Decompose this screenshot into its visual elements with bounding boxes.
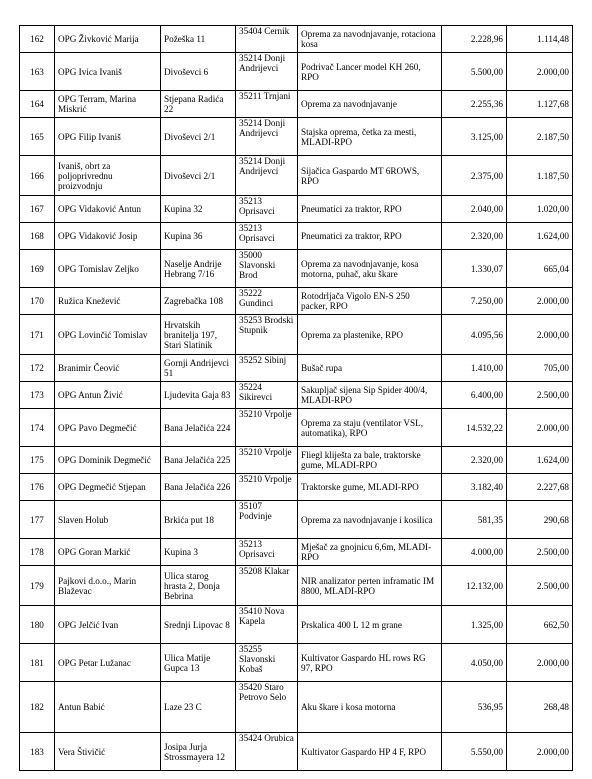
postal-location: 35213 Oprisavci [236,196,298,223]
beneficiaries-table [19,25,573,771]
applicant-name: OPG Vidaković Antun [55,196,161,223]
row-number: 180 [20,606,55,644]
investment-amount: 1.330,07 [442,250,507,288]
support-amount: 1.624,00 [507,447,573,474]
postal-location: 35214 Donji Andrijevci [236,53,298,91]
investment-amount: 5.500,00 [442,53,507,91]
investment-amount: 12.132,00 [442,566,507,606]
postal-location: 35213 Oprisavci [236,223,298,250]
row-number: 169 [20,250,55,288]
address: Josipa Jurja Strossmayera 12 [161,733,236,771]
address: Laze 23 C [161,682,236,733]
applicant-name: OPG Živković Marija [55,26,161,53]
investment-amount: 6.400,00 [442,382,507,409]
applicant-name: OPG Jelčić Ivan [55,606,161,644]
table-row [20,355,573,382]
support-amount: 2.187,50 [507,118,573,156]
applicant-name: Slaven Holub [55,501,161,539]
purchase-purpose: Kultivator Gaspardo HL rows RG 97, RPO [298,644,442,682]
row-number: 174 [20,409,55,447]
table-row [20,156,573,196]
table-row [20,382,573,409]
investment-amount: 2.375,00 [442,156,507,196]
applicant-name: OPG Tomislav Zeljko [55,250,161,288]
row-number: 181 [20,644,55,682]
purchase-purpose: Traktorske gume, MLADI-RPO [298,474,442,501]
table-row [20,644,573,682]
applicant-name: OPG Degmečić Stjepan [55,474,161,501]
address: Kupina 36 [161,223,236,250]
purchase-purpose: Oprema za navodnjavanje, kosa motorna, puhač, aku škare [298,250,442,288]
purchase-purpose: Sakupljač sijena Sip Spider 400/4, MLADI-RPO [298,382,442,409]
table-row [20,409,573,447]
purchase-purpose: Pneumatici za traktor, RPO [298,196,442,223]
address: Ulica starog hrasta 2, Donja Bebrina [161,566,236,606]
purchase-purpose: Mješač za gnojnicu 6,6m, MLADI-RPO [298,539,442,566]
address: Stjepana Radića 22 [161,91,236,118]
purchase-purpose: Prskalica 400 L 12 m grane [298,606,442,644]
investment-amount: 3.125,00 [442,118,507,156]
support-amount: 1.187,50 [507,156,573,196]
investment-amount: 4.095,56 [442,315,507,355]
support-amount: 665,04 [507,250,573,288]
postal-location: 35210 Vrpolje [236,447,298,474]
table-row [20,566,573,606]
table-row [20,447,573,474]
table-row [20,196,573,223]
investment-amount: 14.532,22 [442,409,507,447]
table-row [20,91,573,118]
postal-location: 35213 Oprisavci [236,539,298,566]
table-row [20,539,573,566]
purchase-purpose: Oprema za plastenike, RPO [298,315,442,355]
investment-amount: 2.255,36 [442,91,507,118]
purchase-purpose: Sijačica Gaspardo MT 6ROWS, RPO [298,156,442,196]
support-amount: 2.000,00 [507,288,573,315]
applicant-name: OPG Vidaković Josip [55,223,161,250]
support-amount: 1.624,00 [507,223,573,250]
row-number: 173 [20,382,55,409]
applicant-name: Ivaniš, obrt za poljoprivrednu proizvodnju [55,156,161,196]
support-amount: 2.000,00 [507,733,573,771]
support-amount: 268,48 [507,682,573,733]
table-row [20,733,573,771]
purchase-purpose: Oprema za navodnjavanje i kosilica [298,501,442,539]
investment-amount: 581,35 [442,501,507,539]
address: Ulica Matije Gupca 13 [161,644,236,682]
address: Divoševci 2/1 [161,118,236,156]
address: Bana Jelačića 225 [161,447,236,474]
purchase-purpose: Pneumatici za traktor, RPO [298,223,442,250]
postal-location: 35255 Slavonski Kobaš [236,644,298,682]
support-amount: 662,50 [507,606,573,644]
investment-amount: 1.325,00 [442,606,507,644]
applicant-name: Vera Štivičić [55,733,161,771]
support-amount: 2.500,00 [507,566,573,606]
postal-location: 35404 Cernik [236,26,298,53]
row-number: 166 [20,156,55,196]
row-number: 170 [20,288,55,315]
purchase-purpose: Aku škare i kosa motorna [298,682,442,733]
table-row [20,606,573,644]
support-amount: 2.000,00 [507,644,573,682]
applicant-name: OPG Terram, Marina Miskrić [55,91,161,118]
applicant-name: OPG Filip Ivaniš [55,118,161,156]
postal-location: 35208 Klakar [236,566,298,606]
address: Bana Jelačića 226 [161,474,236,501]
support-amount: 2.000,00 [507,409,573,447]
table-row [20,315,573,355]
applicant-name: Branimir Čeović [55,355,161,382]
support-amount: 2.500,00 [507,539,573,566]
postal-location: 35000 Slavonski Brod [236,250,298,288]
support-amount: 2.000,00 [507,53,573,91]
applicant-name: Antun Babić [55,682,161,733]
postal-location: 35211 Trnjani [236,91,298,118]
table-row [20,288,573,315]
purchase-purpose: Bušač rupa [298,355,442,382]
investment-amount: 2.040,00 [442,196,507,223]
table-row [20,250,573,288]
applicant-name: OPG Lovinčić Tomislav [55,315,161,355]
investment-amount: 3.182,40 [442,474,507,501]
address: Kupina 3 [161,539,236,566]
purchase-purpose: Oprema za staju (ventilator VSL, automatika), RPO [298,409,442,447]
purchase-purpose: Oprema za navodnjavanje, rotaciona kosa [298,26,442,53]
applicant-name: OPG Goran Markić [55,539,161,566]
address: Ljudevita Gaja 83 [161,382,236,409]
investment-amount: 2.228,96 [442,26,507,53]
row-number: 172 [20,355,55,382]
applicant-name: OPG Pavo Degmečić [55,409,161,447]
row-number: 179 [20,566,55,606]
purchase-purpose: Fliegl kliještа za bale, traktorske gume, MLADI-RPO [298,447,442,474]
purchase-purpose: NIR analizator perten inframatic IM 8800, MLADI-RPO [298,566,442,606]
investment-amount: 5.550,00 [442,733,507,771]
row-number: 176 [20,474,55,501]
applicant-name: Ružica Knežević [55,288,161,315]
postal-location: 35420 Staro Petrovo Selo [236,682,298,733]
row-number: 162 [20,26,55,53]
row-number: 178 [20,539,55,566]
row-number: 182 [20,682,55,733]
postal-location: 35214 Donji Andrijevci [236,118,298,156]
table-body [20,26,573,771]
support-amount: 2.227,68 [507,474,573,501]
address: Divoševci 2/1 [161,156,236,196]
investment-amount: 4.000,00 [442,539,507,566]
row-number: 175 [20,447,55,474]
address: Brkića put 18 [161,501,236,539]
applicant-name: OPG Petar Lužanac [55,644,161,682]
address: Zagrebačka 108 [161,288,236,315]
address: Gornji Andrijevci 51 [161,355,236,382]
table-row [20,26,573,53]
support-amount: 1.127,68 [507,91,573,118]
investment-amount: 2.320,00 [442,223,507,250]
support-amount: 705,00 [507,355,573,382]
investment-amount: 536,95 [442,682,507,733]
investment-amount: 2.320,00 [442,447,507,474]
purchase-purpose: Oprema za navodnjavanje [298,91,442,118]
support-amount: 1.020,00 [507,196,573,223]
table-row [20,53,573,91]
postal-location: 35410 Nova Kapela [236,606,298,644]
address: Hrvatskih branitelja 197, Stari Slatinik [161,315,236,355]
support-amount: 2.000,00 [507,315,573,355]
support-amount: 1.114,48 [507,26,573,53]
table-row [20,223,573,250]
investment-amount: 7.250,00 [442,288,507,315]
purchase-purpose: Stajska oprema, četka za mesti, MLADI-RPO [298,118,442,156]
applicant-name: OPG Ivica Ivaniš [55,53,161,91]
address: Kupina 32 [161,196,236,223]
applicant-name: OPG Antun Živić [55,382,161,409]
purchase-purpose: Podrivač Lancer model KH 260, RPO [298,53,442,91]
row-number: 177 [20,501,55,539]
table-row [20,474,573,501]
table-row [20,682,573,733]
row-number: 164 [20,91,55,118]
applicant-name: Pajkovi d.o.o., Marin Blaževac [55,566,161,606]
address: Požeška 11 [161,26,236,53]
row-number: 168 [20,223,55,250]
row-number: 183 [20,733,55,771]
postal-location: 35210 Vrpolje [236,474,298,501]
investment-amount: 1.410,00 [442,355,507,382]
row-number: 167 [20,196,55,223]
purchase-purpose: Kultivator Gaspardo HP 4 F, RPO [298,733,442,771]
postal-location: 35252 Sibinj [236,355,298,382]
postal-location: 35253 Brodski Stupnik [236,315,298,355]
postal-location: 35107 Podvinje [236,501,298,539]
address: Srednji Lipovac 8 [161,606,236,644]
table-row [20,501,573,539]
row-number: 163 [20,53,55,91]
applicant-name: OPG Dominik Degmečić [55,447,161,474]
postal-location: 35214 Donji Andrijevci [236,156,298,196]
row-number: 171 [20,315,55,355]
purchase-purpose: Rotodrljača Vigolo EN-S 250 packer, RPO [298,288,442,315]
table-row [20,118,573,156]
postal-location: 35224 Sikirevci [236,382,298,409]
support-amount: 290,68 [507,501,573,539]
row-number: 165 [20,118,55,156]
postal-location: 35210 Vrpolje [236,409,298,447]
postal-location: 35222 Gundinci [236,288,298,315]
address: Naselje Andrije Hebrang 7/16 [161,250,236,288]
postal-location: 35424 Orubica [236,733,298,771]
address: Divoševci 6 [161,53,236,91]
address: Bana Jelačića 224 [161,409,236,447]
investment-amount: 4.050,00 [442,644,507,682]
support-amount: 2.500,00 [507,382,573,409]
